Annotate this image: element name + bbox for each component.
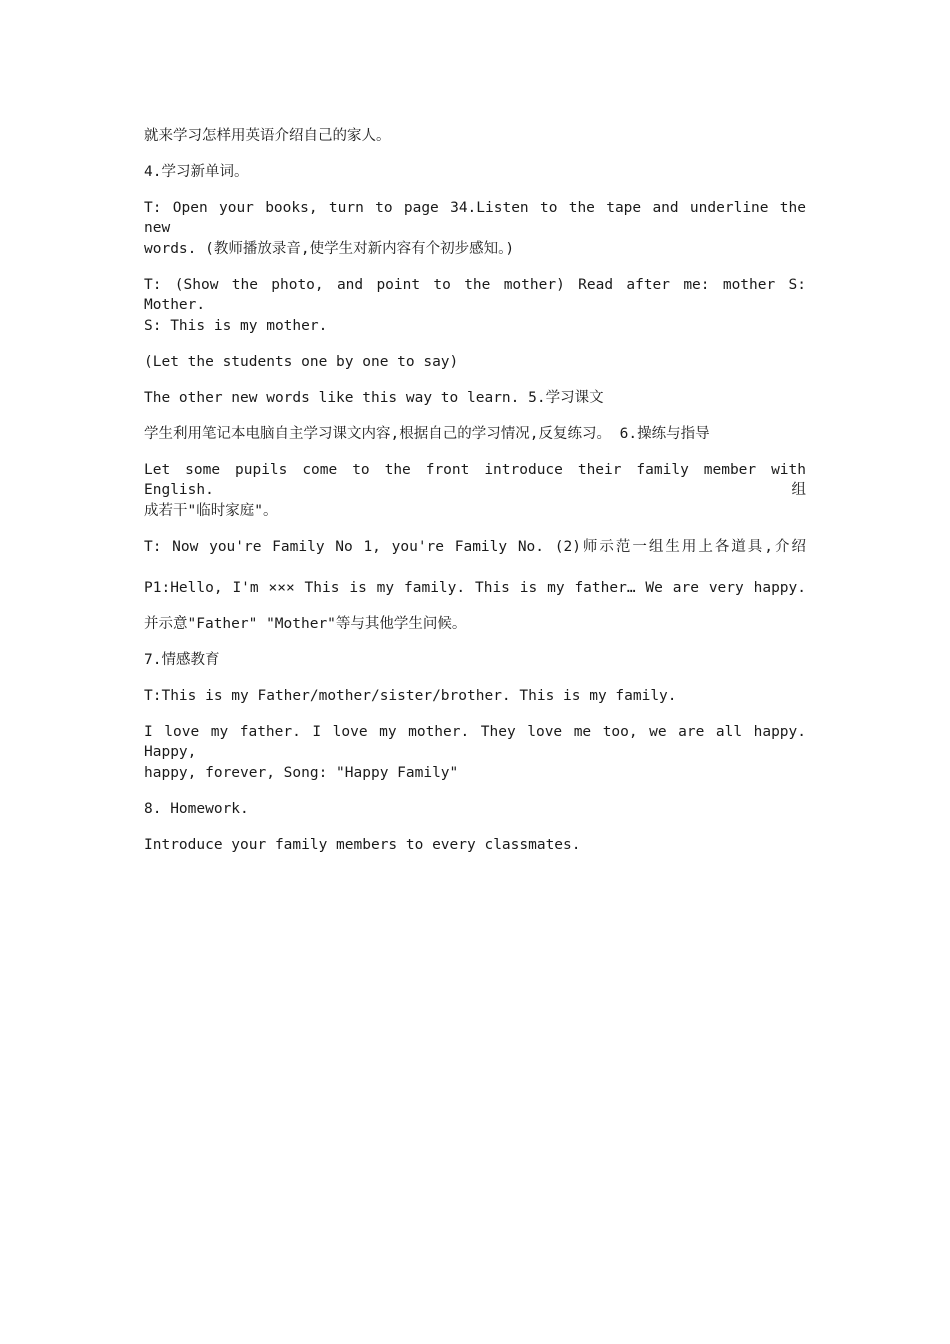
- text-line: 成若干"临时家庭"。: [144, 503, 278, 519]
- text-line: (Let the students one by one to say): [144, 354, 459, 370]
- text-line: words. (教师播放录音,使学生对新内容有个初步感知。): [144, 241, 515, 257]
- text-line: 就来学习怎样用英语介绍自己的家人。: [144, 128, 391, 144]
- text-line: T: Now you're Family No 1, you're Family No. (2)师示范一组生用上各道具,介绍: [144, 539, 806, 555]
- text-line: happy, forever, Song: "Happy Family": [144, 765, 459, 781]
- section-heading: 7.情感教育: [144, 652, 220, 668]
- text-line: P1:Hello, I'm ××× This is my family. This is my father… We are very happy.: [144, 580, 806, 596]
- text-line: T:This is my Father/mother/sister/brother. This is my family.: [144, 688, 677, 704]
- text-line: The other new words like this way to learn. 5.学习课文: [144, 390, 604, 406]
- text-line: T: (Show the photo, and point to the mother) Read after me: mother S: Mother.: [144, 277, 806, 313]
- text-line: 并示意"Father" "Mother"等与其他学生问候。: [144, 616, 467, 632]
- section-heading: 8. Homework.: [144, 801, 249, 817]
- text-line: S: This is my mother.: [144, 318, 328, 334]
- text-line: I love my father. I love my mother. They love me too, we are all happy. Happy,: [144, 724, 806, 760]
- text-line: 学生利用笔记本电脑自主学习课文内容,根据自己的学习情况,反复练习。 6.操练与指导: [144, 426, 710, 442]
- section-heading: 4.学习新单词。: [144, 164, 249, 180]
- text-line: Let some pupils come to the front introduce their family member with English.组: [144, 462, 806, 498]
- text-line: T: Open your books, turn to page 34.Listen to the tape and underline the new: [144, 200, 806, 236]
- text-line: Introduce your family members to every classmates.: [144, 837, 581, 853]
